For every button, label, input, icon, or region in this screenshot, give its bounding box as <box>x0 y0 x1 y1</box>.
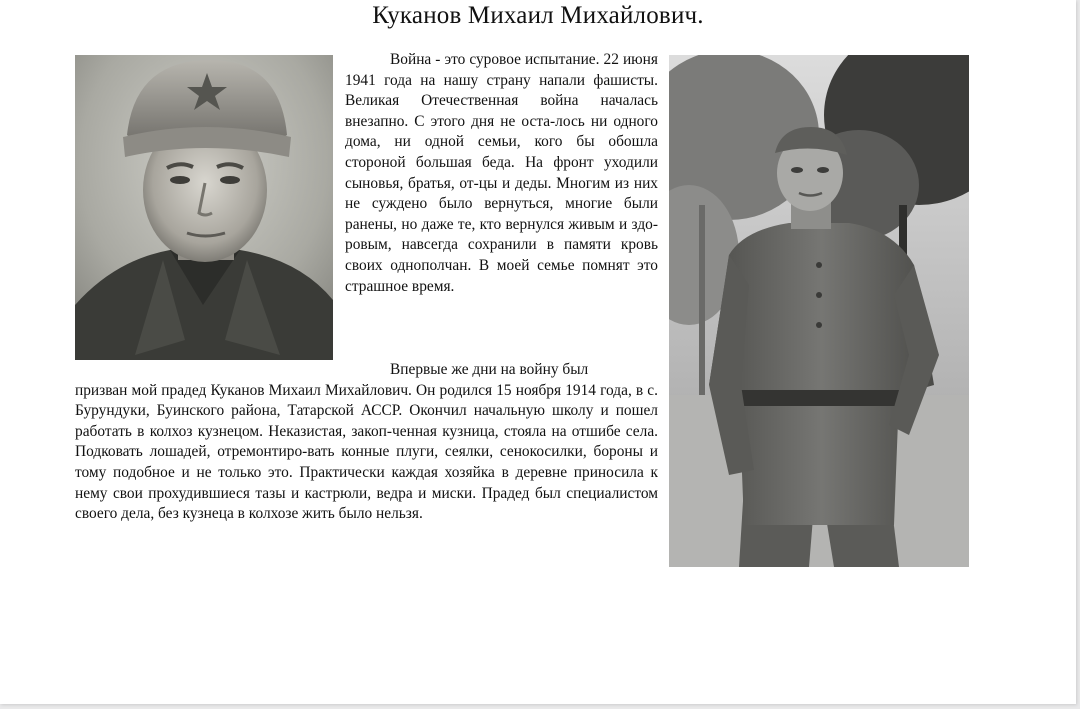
paragraph-great-grandfather <box>75 360 658 525</box>
paragraph-great-grandfather-rest: призван мой прадед Куканов Михаил Михайлович. Он родился 15 ноября 1914 года, в с. Бурундуки, Буинского района, Татарской АССР. Окончил начальную школу и пошел работать в колхоз кузнецом. Неказистая, закоп-ченная кузница, стояла на отшибе села. Подковать лошадей, отремонтиро-вать конные плуги, сеялки, сенокосилки, бороны и тому подобное и не только это. Практически каждая хозяйка в деревне приносила к нему свои прохудившиеся тазы и кастрюли, ведра и миски. Прадед был специалистом своего дела, без кузнеца в колхозе жить было нельзя. <box>75 381 658 523</box>
portrait-photo <box>75 55 333 360</box>
standing-soldier-photo <box>669 55 969 567</box>
document-title: Куканов Михаил Михайлович. <box>372 2 704 29</box>
paragraph-war-intro: Война - это суровое испытание. 22 июня 1941 года на нашу страну напали фашисты. Великая Отечественная война началась внезапно. С этого дня не оста-лось ни одного дома, ни одной семьи, кого бы обошла стороной большая беда. На фронт уходили сыновья, братья, от-цы и деды. Многим из них не суждено было вернуться, многие были ранены, но даже те, кто вернулся живым и здо-ровым, навсегда сохранили в памяти кровь своих однополчан. В моей семье помнят это страшное время. <box>345 51 658 295</box>
paragraph-great-grandfather-start: Впервые же дни на войну был <box>390 361 589 378</box>
